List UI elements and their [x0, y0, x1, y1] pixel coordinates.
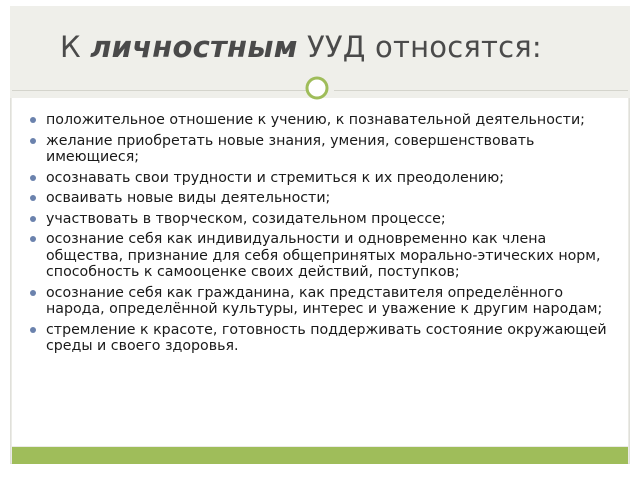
list-item	[30, 322, 620, 355]
list-item	[30, 112, 620, 129]
bullet-icon	[30, 195, 36, 201]
bullet-icon	[30, 138, 36, 144]
title-emphasis: личностным	[90, 30, 298, 64]
footer-accent-bar	[12, 447, 628, 464]
list-item	[30, 190, 620, 207]
bullet-icon	[30, 327, 36, 333]
list-item-text: участвовать в творческом, созидательном процессе;	[46, 210, 446, 227]
list-item	[30, 211, 620, 228]
bullet-icon	[30, 175, 36, 181]
list-item-text: желание приобретать новые знания, умения, совершенствовать имеющиеся;	[46, 132, 535, 165]
uud-list	[30, 112, 620, 359]
list-item	[30, 231, 620, 281]
bullet-icon	[30, 117, 36, 123]
bullet-icon	[30, 216, 36, 222]
list-item-text: осознавать свои трудности и стремиться к их преодолению;	[46, 169, 504, 186]
slide-title	[60, 30, 542, 64]
title-divider-left	[12, 90, 306, 91]
ring-icon	[305, 76, 329, 100]
list-item-text: положительное отношение к учению, к познавательной деятельности;	[46, 112, 585, 128]
list-item-text: осознание себя как гражданина, как представителя определённого народа, определённой культуры, интерес и уважение к другим народам;	[46, 284, 603, 317]
list-item-text: осваивать новые виды деятельности;	[46, 190, 331, 206]
bullet-icon	[30, 290, 36, 296]
list-item	[30, 170, 620, 187]
list-item-text: стремление к красоте, готовность поддерживать состояние окружающей среды и своего здоровья.	[46, 321, 607, 354]
title-suffix: УУД относятся:	[297, 30, 542, 64]
list-item-text: осознание себя как индивидуальности и одновременно как члена общества, признание для себя общепринятых морально-этических норм, способность к самооценке своих действий, поступков;	[46, 231, 601, 280]
list-item	[30, 133, 620, 166]
bullet-icon	[30, 236, 36, 242]
title-divider-right	[334, 90, 628, 91]
list-item	[30, 285, 620, 318]
title-prefix: К	[60, 30, 91, 64]
